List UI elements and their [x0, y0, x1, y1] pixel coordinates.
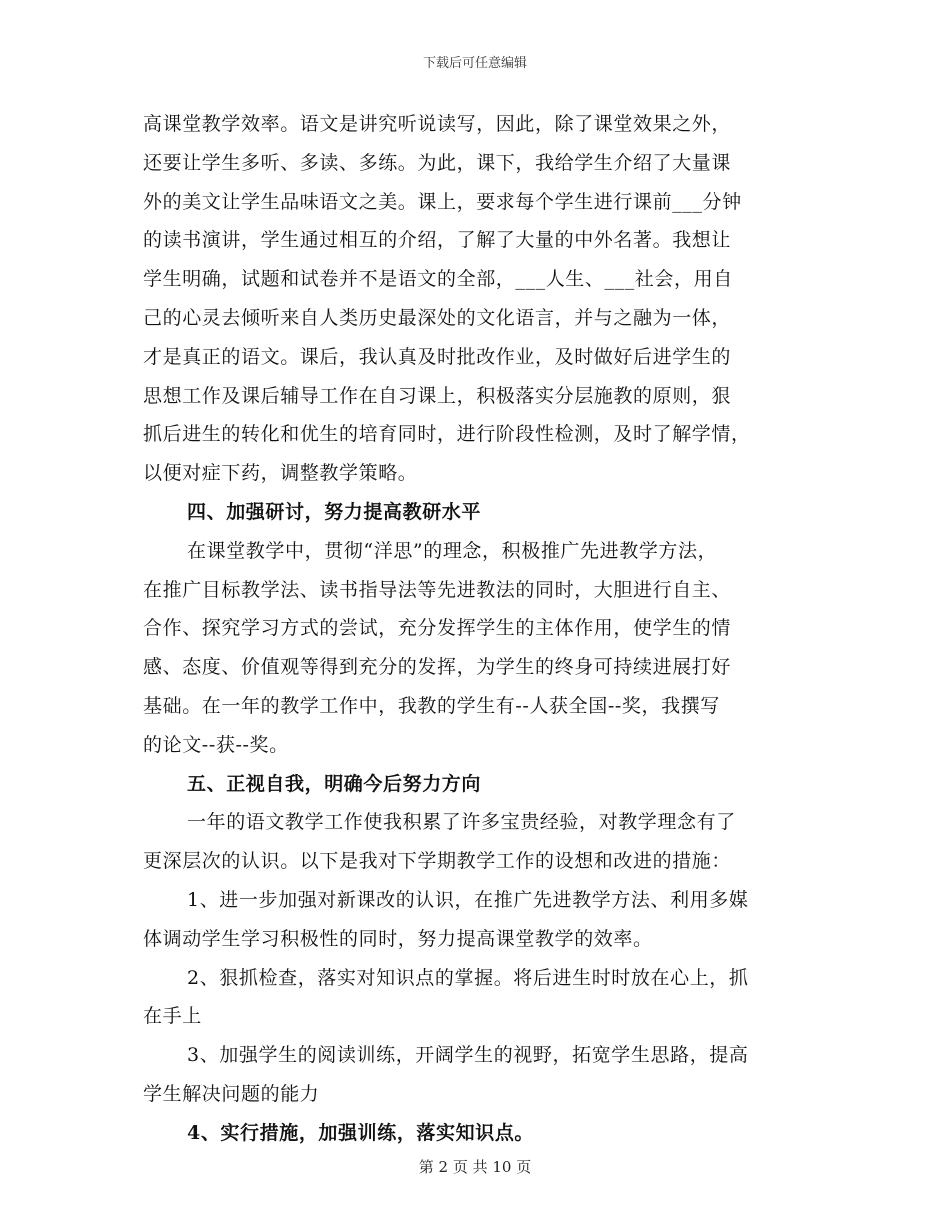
- paragraph-line: 基础。在一年的教学工作中，我教的学生有--人获全国--奖，我撰写: [143, 694, 720, 717]
- list-item-bold: 4、实行措施，加强训练，落实知识点。: [187, 1121, 535, 1144]
- document-body: [143, 105, 813, 1153]
- list-item-line: 学生解决问题的能力: [143, 1082, 320, 1105]
- page-number: 第 2 页 共 10 页: [418, 1158, 532, 1176]
- paragraph-line: 感、态度、价值观等得到充分的发挥，为学生的终身可持续进展打好: [143, 656, 732, 679]
- paragraph-line: 的论文--获--奖。: [143, 733, 289, 756]
- paragraph-line: 一年的语文教学工作使我积累了许多宝贵经验，对教学理念有了: [187, 811, 736, 834]
- paragraph-line: 抓后进生的转化和优生的培育同时，进行阶段性检测，及时了解学情，: [143, 423, 751, 446]
- paragraph-line: 更深层次的认识。以下是我对下学期教学工作的设想和改进的措施：: [143, 850, 732, 873]
- paragraph-line: 外的美文让学生品味语文之美。课上，要求每个学生进行课前___分钟: [143, 190, 742, 213]
- paragraph-line: 在课堂教学中，贯彻“洋思”的理念，积极推广先进教学方法，: [187, 539, 718, 562]
- list-item-line: 体调动学生学习积极性的同时，努力提高课堂教学的效率。: [143, 927, 653, 950]
- list-item-line: 3、加强学生的阅读训练，开阔学生的视野，拓宽学生思路，提高: [187, 1044, 749, 1067]
- section-heading: 五、正视自我，明确今后努力方向: [187, 772, 482, 795]
- paragraph-line: 己的心灵去倾听来自人类历史最深处的文化语言，并与之融为一体，: [143, 306, 732, 329]
- paragraph-line: 的读书演讲，学生通过相互的介绍，了解了大量的中外名著。我想让: [143, 229, 732, 252]
- paragraph-line: 思想工作及课后辅导工作在自习课上，积极落实分层施教的原则，狠: [143, 384, 732, 407]
- section-heading: 四、加强研讨，努力提高教研水平: [187, 500, 482, 523]
- paragraph-line: 学生明确，试题和试卷并不是语文的全部，___人生、___社会，用自: [143, 268, 733, 291]
- paragraph-line: 以便对症下药，调整教学策略。: [143, 462, 418, 485]
- paragraph-line: 在推广目标教学法、读书指导法等先进教法的同时，大胆进行自主、: [143, 578, 732, 601]
- paragraph-line: 还要让学生多听、多读、多练。为此，课下，我给学生介绍了大量课: [143, 151, 732, 174]
- page-header-note: 下载后可任意编辑: [422, 56, 527, 71]
- list-item-line: 2、狠抓检查，落实对知识点的掌握。将后进生时时放在心上，抓: [187, 966, 749, 989]
- list-item-line: 1、进一步加强对新课改的认识，在推广先进教学方法、利用多媒: [187, 888, 749, 911]
- list-item-line: 在手上: [143, 1005, 202, 1028]
- paragraph-line: 高课堂教学效率。语文是讲究听说读写，因此，除了课堂效果之外，: [143, 113, 732, 135]
- paragraph-line: 才是真正的语文。课后，我认真及时批改作业，及时做好后进学生的: [143, 345, 732, 368]
- paragraph-line: 合作、探究学习方式的尝试，充分发挥学生的主体作用，使学生的情: [143, 617, 732, 640]
